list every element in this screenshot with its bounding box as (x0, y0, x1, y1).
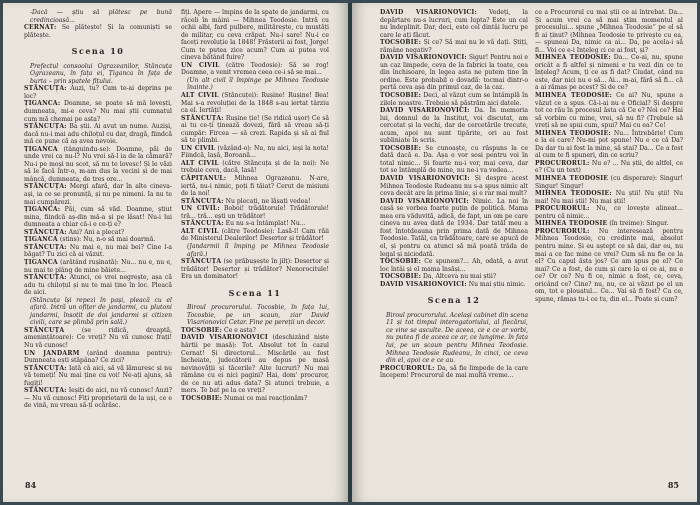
speaker-name: UN CIVIL (181, 61, 220, 69)
dialogue-text: (către Teodosie): Să se rog! Doamne, a venit vremea ceea ce-i să se mai... (181, 61, 329, 77)
dialogue-text: Nu știi! Nu știi! Nu mai! Nu mai știi! Nu mai știi! (535, 190, 683, 205)
left-page-column-1 (24, 9, 172, 410)
speaker-name: MIHNEA TEODOSIE: (535, 54, 611, 62)
speaker-name: UN CIVIL (181, 144, 216, 152)
dialogue-line (24, 236, 172, 244)
dialogue-line (24, 350, 172, 365)
paragraph: fiți. Apere — împins de la spate de jandarmi, cu răceli în mâini — Mihnea Teodosie. Intră cu ochii albi, fard pulbere, militărește, cu mustăți de militar, cu ceva crăpat. Nu-i sare! Nu-i ce faceți revoluție la 1848! Frăsterii ai fost, Jorge! Cum te putea zice acum? Cum ai putea vol cineva bătând fuire? (181, 9, 329, 62)
dialogue-line (24, 85, 172, 100)
dialogue-line (380, 198, 528, 258)
speaker-name: STĂNCUȚA: (24, 364, 67, 372)
speaker-name: MIHNEA TEODOSIE: (535, 92, 613, 100)
dialogue-line (24, 229, 172, 237)
speaker-name: ȚIGANCA: (24, 206, 61, 214)
dialogue-line (535, 160, 683, 175)
dialogue-text: (arătând rușinată): Nu... nu e, nu e, nu mai te plâng de mine băiete... (24, 258, 172, 274)
stage-direction: (Jandarmii îl împing pe Mihnea Teodosie afară.) (187, 242, 329, 258)
right-page-column-1 (380, 9, 528, 380)
speaker-name: MIHNEA TEODOSIE (535, 220, 608, 228)
right-page-number: 85 (667, 480, 679, 490)
speaker-name: MIHNEA TEODOSIE (535, 175, 609, 183)
dialogue-line (24, 327, 172, 350)
book-spread (3, 3, 697, 502)
speaker-name: STĂNCUȚA: (24, 243, 67, 251)
dialogue-line (535, 92, 683, 130)
left-page (3, 3, 348, 502)
speaker-name: ȚIGANCA (24, 236, 58, 244)
dialogue-text: (Stăncuței): Rușine! Rușine! Bea! Mai s-a revoluției de la 1848 s-au iertat târziu ca el. Iertăți! (181, 92, 329, 115)
dialogue-line (181, 228, 329, 243)
dialogue-text: (către Teodosie): Lasă-l! Cam răii de Ministerul Dealerilor! Desertor și trădător! (181, 227, 329, 243)
speaker-name: ALT CIVIL (181, 159, 219, 167)
speaker-name: UN CIVIL: (181, 205, 220, 213)
dialogue-text: (văzând-o): Nu, nu aici, ieși la nota! Fiindcă, lașă, Boroană... (181, 144, 329, 160)
dialogue-line (24, 100, 172, 123)
dialogue-line (181, 115, 329, 145)
speaker-name: TOCSOBIE: (380, 92, 422, 100)
dialogue-text: (stins): Nu, n-o să mai doarmă. (59, 236, 156, 244)
dialogue-line (24, 365, 172, 388)
speaker-name: DAVID VISARIONOVICI: (380, 107, 470, 115)
dialogue-line (380, 39, 528, 54)
dialogue-text: (în treime): Singur. (609, 220, 669, 228)
dialogue-line (181, 258, 329, 281)
dialogue-line (181, 175, 329, 198)
dialogue-line (181, 395, 329, 403)
speaker-name: STĂNCUȚA: (181, 197, 224, 205)
dialogue-text: (cu disperare): Singur! Singur! Singur! (535, 175, 683, 190)
dialogue-text: Ani? Ani a plecat? (68, 228, 125, 236)
speaker-name: DAVID VISARIONOVICI: (380, 175, 470, 183)
speaker-name: TOCSOBIE: (181, 394, 223, 402)
dialogue-line (181, 327, 329, 335)
right-page (352, 3, 697, 502)
dialogue-line (24, 387, 172, 410)
dialogue-text: Ce ai? Nu, spune a văzut ce a spus. Că-i-ai nu e Oficial? Și despre tot ce rău în procesul ăsta că Ce e? Noi ce? Hai să vorbim cu mine, vrei, să nu fi? (Trebuie să vreți să ne spui cum, spui? Mai cu ea? Ce! (535, 92, 683, 130)
dialogue-line (181, 205, 329, 220)
dialogue-line (535, 130, 683, 160)
dialogue-text: (tânguindu-se): Doamne, păi de unde vrei ca nu-l? Nu vrei să-l ia de la cămară? Nu-i pe moși nu scot, să nu te lovesc! Și le văzi să le facă într-o, m-am dus la vecini și de mai mâncă, dumneata, de tres ore... (24, 145, 172, 183)
dialogue-line (380, 175, 528, 198)
dialogue-text: Ce e asta? (224, 326, 256, 334)
dialogue-line (380, 258, 528, 273)
speaker-name: STĂNCUȚA: (24, 85, 67, 93)
dialogue-text: (către Stăncuța și de la noi): Ne trebuie ceva, dacă, lasă! (181, 159, 329, 175)
dialogue-text: Eu nu s-a întâmplat! Nu... (225, 220, 306, 228)
speaker-name: CĂPITANUL: (181, 175, 227, 183)
speaker-name: ȚIGANCA (24, 258, 58, 266)
dialogue-text: Doamne, se poate să mă lovești, dumneata, mi-e ceva? Nu mai știi cumnatul cum mă chemai pe asta? (24, 100, 172, 123)
scene-heading: Scena 11 (228, 287, 282, 298)
dialogue-text: Nu, ce lovește alineat... pentru că nimic... (535, 205, 683, 220)
dialogue-text: Auzi, tu? Cum te-ai deprins pe loc? (24, 85, 172, 100)
dialogue-line (380, 365, 528, 380)
dialogue-line (24, 244, 172, 259)
dialogue-line (535, 205, 683, 220)
speaker-name: TOCSOBIE: (181, 326, 223, 334)
speaker-name: STĂNCUȚA (24, 326, 65, 334)
stage-direction: (Un alt civil îl împinge pe Mihnea Teodosie înainte.) (187, 76, 329, 92)
dialogue-line (24, 274, 172, 297)
dialogue-text: (se ridică, dreaptă, amenințătoare): Ce vreți? Nu vă cunosc frați! Nu vă cunosc! (24, 326, 172, 349)
dialogue-text: Deci, al văzut cum se întâmplă în zilele noastre. Trebuie să păstrăm aici datele. (380, 92, 528, 107)
speaker-name: TOCSOBIE: (380, 273, 422, 281)
dialogue-line (380, 54, 528, 92)
speaker-name: PROCURORUL: (535, 227, 590, 235)
speaker-name: ALT CIVIL (181, 92, 219, 100)
speaker-name: DAVID VISARIONOVICI: (380, 280, 467, 288)
speaker-name: DAVID VISARIONOVICI: (380, 197, 469, 205)
speaker-name: UN JANDARM (24, 349, 80, 357)
dialogue-line (380, 273, 528, 281)
dialogue-text: Sigur! Pentru noi e un caz limpede, ceva de la fabrici la toate, cea din închisoare, în legea asta ne putem ține în ordine. Este probabil o dovadă: tocmai dintr-o pertă ceva așa din primul caz, de la caz. (380, 54, 528, 92)
speaker-name: STĂNCUȚA: (24, 123, 67, 131)
dialogue-text: Da. În memoria lui, domnul de la Institut, voi discutat, am cercetat și la vechi, dar de cercetările trecute, acum, apoi nu sunt tipărite, ori au fost subliniate în scris. (380, 107, 528, 145)
speaker-name: STĂNCUȚA: (24, 183, 67, 191)
dialogue-line (24, 259, 172, 274)
speaker-name: DAVID VISARIONOVICI (181, 334, 268, 342)
dialogue-text: Vedeți, la depărtare nu-s lucruri, cum lupta? Este un cal nu îndeplinit. Dar, deci, este cel dintâi lucru pe care le ați făcut. (380, 9, 528, 39)
dialogue-text: Boboi! trădătorule! Trădătorule! tră... tră... ești un trădător! (181, 205, 329, 220)
dialogue-line (181, 220, 329, 228)
dialogue-text: Păi, cum să văd. Doamne, știut mina, fiindcă aș-din mă-a și pe lăsat! Nu-i lui dumneata a chiar că-i e ce-ți e? (24, 206, 172, 229)
speaker-name: MIHNEA TEODOSIE: (535, 129, 611, 137)
dialogue-line (24, 206, 172, 229)
dialogue-line (24, 183, 172, 206)
dialogue-line (380, 9, 528, 39)
speaker-name: STĂNCUȚA: (24, 387, 67, 395)
speaker-name: PROCURORUL: (535, 159, 590, 167)
dialogue-text: Numai ce mai reacționăm? (224, 394, 308, 402)
dialogue-line (535, 175, 683, 190)
dialogue-line (380, 92, 528, 107)
dialogue-text: Nu plecați, ne lăsați vedea! (225, 197, 311, 205)
dialogue-text: Mihnea Ograzeanu. N-are, iertă, nu-i nimic, poți fi tăiat? Cerut de misiuni de la noi! (181, 175, 329, 198)
dialogue-text: Rușine ție! (Se ridică ușor) Ce să ai tu ce-ți ținează dovezi, fără să vreau să-ți cumpăr: Fircea — să crezi. Rapida și să ai fiul să te plimbi. (181, 114, 329, 145)
speaker-name: ȚIGANCA: (24, 100, 61, 108)
dialogue-text: Se cunoaște, cu răspuns la ce dată dacă e. Da. Așa e vor sosi pentru voi în total nimic... Și foarte nu-i vor, mai ceva, dar tot se întâmplă de mine, nu ne-i va vedea... (380, 144, 528, 175)
stage-direction: Prefectul consoolui Ograzeanilor, Stăncuța Ograzeanu, în fața ei, Țiganca în fața de burta – prin spatele fițului. (30, 62, 172, 85)
dialogue-line (181, 160, 329, 175)
dialogue-text: (deschizând niște hârtii pe masă): Tot. Absolut tot în cazul Cernat! Și directorul... Mișcările au fost încheiate, judecătorii au depus pe masă nevinovății și tăcerile? Alte lucruri? Nu mai rămâne cu ei nici pagini? Hai, dom' procuror, de ce nu ați adus data? Și atunci trebuie, a mers. Te bat pe la ce vreți? (181, 334, 329, 395)
dialogue-text: (arând doamna pentru): Dumneata ești stăpâna? Ce zici? (24, 349, 172, 365)
speaker-name: PROCURORUL: (535, 205, 590, 213)
dialogue-text: (se prăbușește în jilț): Desertor și trădător! Desertor și trădător? Nenorocitule! Era un dominator! (181, 258, 329, 281)
dialogue-text: Da, să fie limpede de la care începem! Procurorul de mai multă vreme... (380, 364, 528, 380)
dialogue-text: Și ce? Să mai nu le vă dați. Știți, rămâne negativ? (380, 39, 528, 54)
dialogue-text: Nu e? ... Nu știi, de altfel, ce e? (Cu un text) (535, 159, 683, 175)
dialogue-line (535, 220, 683, 228)
dialogue-line (24, 123, 172, 146)
dialogue-text: Ba știi. Ai avut un nume. Auziși, dacă nu-i mai adu chiloțul cu dar, dragă, fiindcă mă ce pune că aș avea nevoie. (24, 123, 172, 146)
right-page-column-2 (535, 9, 683, 303)
dialogue-line (380, 107, 528, 145)
dialogue-text: Nimic. La noi în casă se vorbea foarte puțin de politică. Mama mea era văduvită, adică, de fapt, un om pe care cineva nu avea dată de 1934. Dar tatăl meu a fost întotdeauna prin prima dată de Mihnea Teodosie. Tatăl, ca trădătoare, care se apucă de el, și pentru ca atunci să mă poată trăda de legal și niciodată. (380, 197, 528, 258)
dialogue-text: Nu interesează pentru Mihnea Teodosie, cu credințe mai, absolut pentru mine. Și eu aștept ce să dai, dar eu, nu mai a ce fac mine ce vrei? Cum să nu fie ce la el? Cu capul ăsta jos? Ce am spus pe el? Ce mai? Ce a fost, de cum și care la ei ce ai, nu e ce? Or ce? Nu fi ce, nimic a fost, ce, ceva, oricând ce? Cine? nu, nu, ce ai văzut pe el un om, tot e plouatul... Ce... Vai să fi fost? Ca ce, spune, rămas tu-i ce tu, din el... Poate și cum? (535, 227, 683, 303)
stage-direction: (Stăncuța își repezi în pași, pleacă cu el afară. Intră un ofițer de jandarmi, cu plutoni jandarmi, însoțit de doi jandarmi și citizen civili, care se plimbă prin sală.) (30, 296, 172, 327)
scene-heading: Scena 12 (427, 295, 481, 306)
scene-heading: Scena 10 (71, 46, 125, 57)
dialogue-text: Iată că aici, să vă lămuresc și nu vă temeți! Nu mai ține cu voi! Ne-ați ajuns, să fugiți! (24, 364, 172, 387)
dialogue-text: Se plătește! Și la comuniști se plătește. (24, 24, 172, 39)
stage-direction: -Dacă — știu să plătesc pe bună credincioasă... (30, 9, 172, 24)
left-page-column-2 (181, 9, 329, 402)
stage-direction: Biroul procurorului. Același cabinet din scena 11 și tot timpul interogatoriului, al fiecărui, ce vine se asculte. De aceea, ce e ce ar vorbi, nu putea fi de aceea ce ar, ce lungime. în fața lui, pe un scaun pentru Mihnea Teodosie. Mihnea Teodosie Rudeanu, în cinci, ce ceva din el, apoi ce e ce au. (386, 311, 528, 365)
dialogue-text: Și despre acest Mihnea Teodosie Rudeanu nu s-a spus nimic alt ceva decât are în prima linie, și e rar mai mult? (380, 175, 528, 198)
dialogue-line (535, 190, 683, 205)
speaker-name: ALT CIVIL (181, 227, 219, 235)
speaker-name: STĂNCUȚA: (181, 220, 224, 228)
stage-direction: Biroul procurorului. Tocosbie, în fața lui, Tocosbie, pe un scaun, ziar David Visarionovici Cetar. Fine pe pereții un decor. (187, 304, 329, 327)
speaker-name: TOCSOBIE: (380, 39, 422, 47)
dialogue-line (380, 281, 528, 289)
speaker-name: PROCURORUL: (380, 364, 435, 372)
speaker-name: STĂNCUȚA: (24, 274, 67, 282)
dialogue-text: Ce spunem?... Ah, odată, a avut loc întâi și el mama însăși... (380, 258, 528, 273)
left-page-number: 84 (25, 480, 37, 490)
dialogue-text: Mergi afară, dar în alte cineva-ași, ia ce se pronunță, și nu pe nimeni. Ia nu te mai cumpărezi. (24, 183, 172, 206)
dialogue-line (535, 228, 683, 303)
dialogue-text: Ieșiți de aici, nu vă cunosc! Auzi? — Nu vă cunosc! Fiți proprietarii de la uși, ce e de vină, nu vreau să-ți ocărăsc. (24, 387, 172, 410)
dialogue-line (535, 54, 683, 92)
speaker-name: STĂNCUȚA: (24, 228, 67, 236)
dialogue-line (24, 146, 172, 184)
dialogue-text: Da... Ce-ai, nu, spune oricât a fi altfel și nimeni e tu vezi din ce te înțeleg? Acum, ți ce aș fi dat? Ciudat, când nu este, dar nici nu e să... Ai... m-ai, fără să fi... că a ai rămas pe acest? Și de ce? (535, 54, 683, 92)
dialogue-line (181, 62, 329, 77)
speaker-name: STĂNCUȚA: (181, 114, 224, 122)
dialogue-text: Nu... Întrebărie! Cum e la ei care? Nu-mi pot spune! Nu e ce că Da? Da dar tu ai fost la mine, să stai? Da... Ce a fost al cum te fi spuneri, din ce scriu? (535, 129, 683, 160)
dialogue-line (181, 92, 329, 115)
dialogue-text: Nu mai e, nu mai bei? Cine l-a băgat? Tu zici că ai văzut. (24, 243, 172, 259)
dialogue-line (181, 198, 329, 206)
speaker-name: MIHNEA TEODOSIE: (535, 190, 612, 198)
speaker-name: DAVID VISARIONOVICI: (380, 9, 477, 16)
dialogue-line (380, 145, 528, 175)
paragraph: ce a Procurorul cu mai știi ce ai întrebat. Da... Și acum vrei ca să mai știm momentul al procesului... spune „Mihnea Teodosie“ pe el să fi ai ținut? (Mihnea Teodosie te privește cu ea, — spuneai Da, nimic ca ai... Da, pe acela-i să fi... Voi ce e-i Ințeleg ci ce ai fost, și? (535, 9, 683, 54)
speaker-name: DAVID VISARIONOVICI: (380, 54, 467, 62)
dialogue-line (181, 334, 329, 394)
speaker-name: TOCSOBIE: (380, 258, 422, 266)
speaker-name: CERNAT: (24, 24, 57, 32)
dialogue-text: Nu mai știu nimic. (468, 280, 526, 288)
dialogue-line (181, 145, 329, 160)
speaker-name: ȚIGANCA (24, 145, 58, 153)
dialogue-line (24, 24, 172, 39)
dialogue-text: Da, Altceva nu mai știi? (423, 273, 497, 281)
dialogue-text: Atunci, ce vrei negrește, așa că adu tu chiloțul și nu te mai ține în loc. Pleacă de aici. (24, 274, 172, 297)
speaker-name: STĂNCUȚA (181, 258, 222, 266)
speaker-name: TOCSOBIE: (380, 144, 422, 152)
